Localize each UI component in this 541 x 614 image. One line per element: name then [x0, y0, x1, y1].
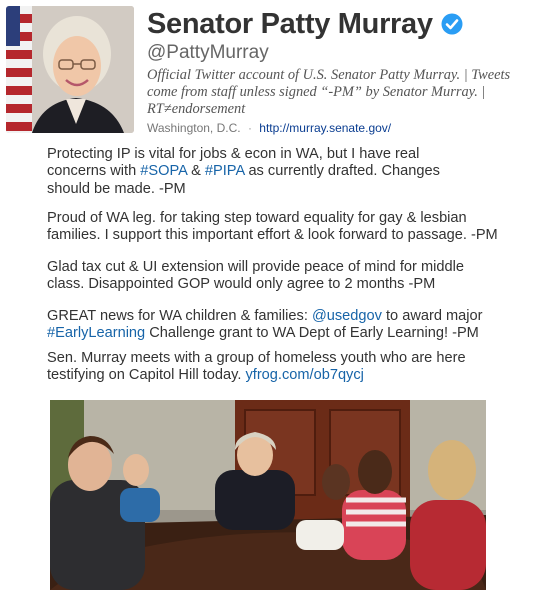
profile-url-link[interactable]: http://murray.senate.gov/ [259, 121, 392, 135]
tweet-text: as currently drafted. Changes should be made. -PM [47, 163, 440, 197]
hashtag-link[interactable]: #SOPA [140, 163, 188, 180]
verified-badge-icon [441, 13, 463, 35]
tweet-text: Sen. Murray meets with a group of homeless youth who are here testifying on Capitol Hill today. [47, 350, 466, 384]
hashtag-link[interactable]: #PIPA [204, 163, 245, 180]
tweet-text: Glad tax cut & UI extension will provide peace of mind for middle class. Disappointed GOP would only agree to 2 months -PM [47, 259, 464, 293]
meta-separator: · [247, 121, 252, 135]
tweet-text: Protecting IP is vital for jobs & econ in WA, but I have real concerns with [47, 146, 420, 180]
profile-name-row [147, 5, 463, 43]
tweet-text: & [187, 163, 205, 180]
hashtag-link[interactable]: #EarlyLearning [47, 325, 146, 342]
profile-bio: Official Twitter account of U.S. Senator Patty Murray. | Tweets come from staff unless signed “-PM” by Senator Murray. | RT≠endorsement [147, 67, 511, 118]
tweet-text: Challenge grant to WA Dept of Early Learning! -PM [145, 325, 479, 342]
profile-name: Senator Patty Murray [147, 7, 433, 40]
tweet-text: Proud of WA leg. for taking step toward equality for gay & lesbian families. I support this important effort & look forward to passage. -PM [47, 210, 498, 244]
tweet-item [47, 146, 477, 198]
profile-meta [147, 121, 391, 135]
yfrog-link[interactable]: yfrog.com/ob7qycj [245, 367, 364, 384]
tweet-photo[interactable] [50, 400, 486, 590]
mention-link[interactable]: @usedgov [311, 308, 382, 324]
tweet-item [47, 350, 467, 385]
profile-avatar[interactable] [6, 6, 134, 133]
profile-location: Washington, D.C. [147, 121, 241, 135]
tweet-item [47, 210, 517, 245]
tweet-item [47, 259, 477, 294]
tweet-text: to award major [381, 308, 483, 324]
tweet-item [47, 308, 487, 343]
profile-header [0, 0, 541, 140]
profile-handle[interactable]: @PattyMurray [147, 42, 269, 63]
tweet-text: GREAT news for WA children & families: [47, 308, 312, 324]
